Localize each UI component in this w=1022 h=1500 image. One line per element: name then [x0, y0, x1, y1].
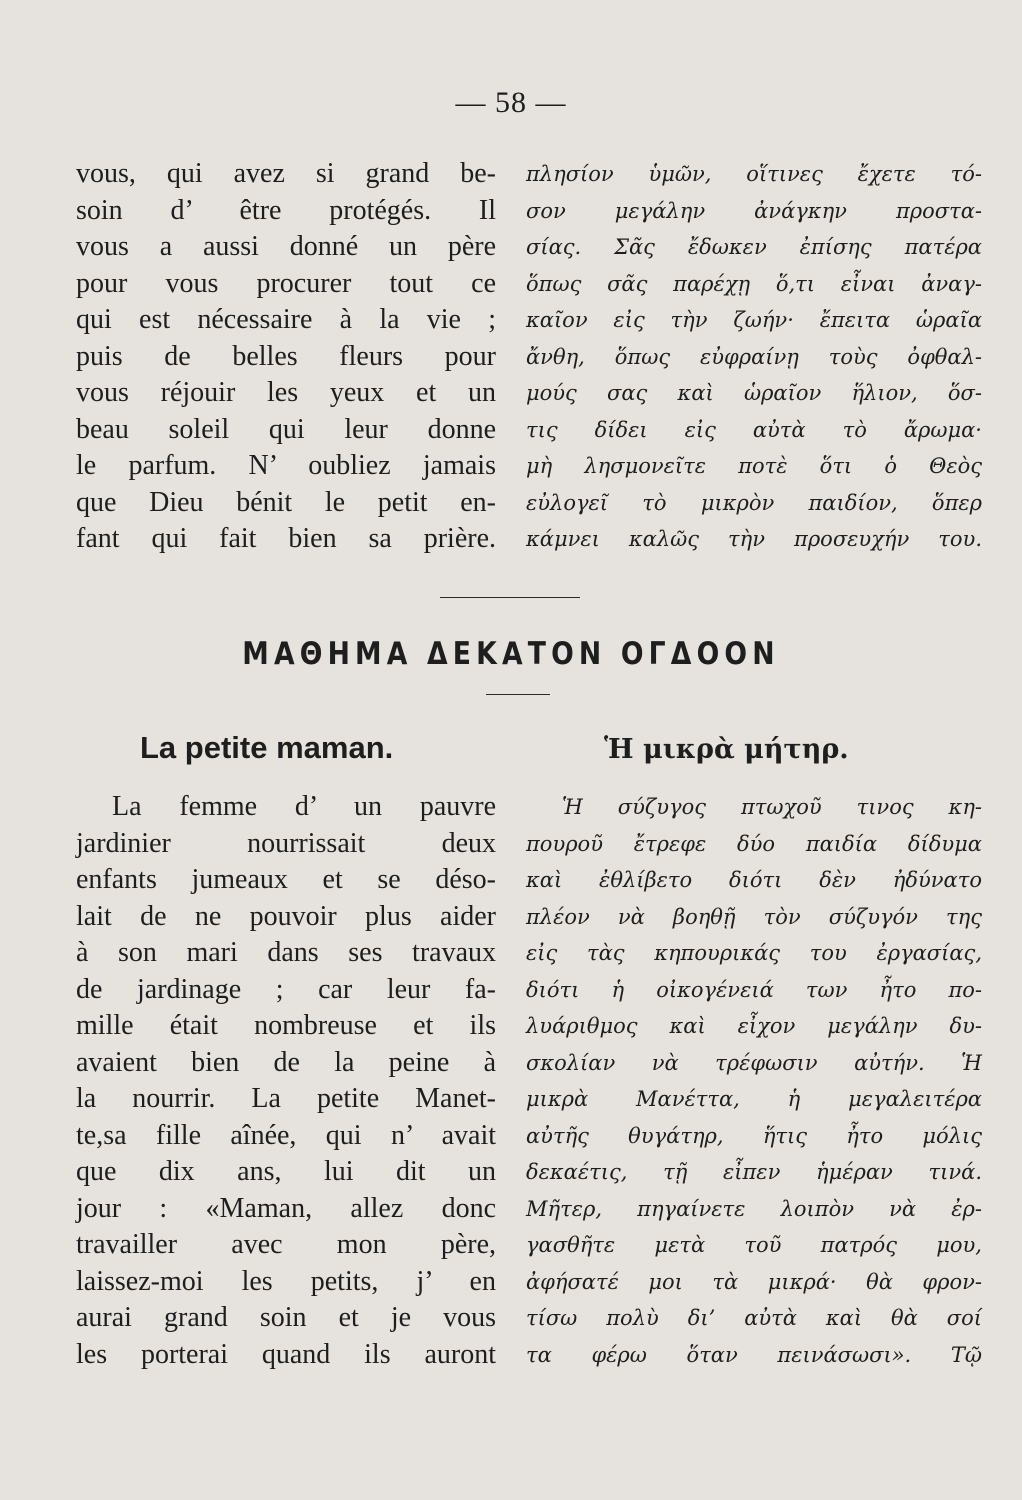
greek-title: Ἡ μικρὰ μήτηρ. [604, 734, 849, 765]
section-divider [440, 597, 580, 598]
text-line: μικρὰ Μανέττα, ἡ μεγαλειτέρα [526, 1087, 982, 1111]
text-line: le parfum. N’ oubliez jamais [76, 450, 496, 481]
text-line: πλέον νὰ βοηθῇ τὸν σύζυγόν της [526, 904, 982, 929]
text-line: mille était nombreuse et ils [76, 1010, 496, 1041]
text-line: soin d’ être protégés. Il [76, 194, 496, 226]
text-line: vous, qui avez si grand be- [76, 158, 496, 189]
text-line: καῖον εἰς τὴν ζωήν· ἔπειτα ὡραῖα [526, 308, 982, 332]
text-line: à son mari dans ses travaux [76, 937, 496, 968]
text-line: beau soleil qui leur donne [76, 413, 496, 445]
text-line: τις δίδει εἰς αὐτὰ τὸ ἄρωμα· [526, 417, 982, 442]
text-line: εἰς τὰς κηπουρικάς του ἐργασίας, [526, 941, 982, 965]
text-line: aurai grand soin et je vous [76, 1302, 496, 1333]
text-line: ἄνθη, ὅπως εὐφραίνῃ τοὺς ὀφθαλ- [526, 344, 982, 369]
text-line: σκολίαν νὰ τρέφωσιν αὐτήν. Ἡ [526, 1050, 982, 1075]
text-line: vous réjouir les yeux et un [76, 377, 496, 408]
french-title: La petite maman. [140, 730, 394, 765]
text-line: enfants jumeaux et se déso- [76, 864, 496, 895]
text-line: δεκαέτις, τῇ εἶπεν ἡμέραν τινά. [526, 1160, 982, 1184]
text-line: la nourrir. La petite Manet- [76, 1083, 496, 1114]
text-line: λυάριθμος καὶ εἶχον μεγάλην δυ- [526, 1014, 982, 1038]
text-line: εὐλογεῖ τὸ μικρὸν παιδίον, ὅπερ [526, 490, 982, 515]
text-line: jardinier nourrissait deux [76, 827, 496, 859]
text-line: les porterai quand ils auront [76, 1338, 496, 1370]
text-line: σον μεγάλην ἀνάγκην προστα- [526, 198, 982, 223]
text-line: ὅπως σᾶς παρέχῃ ὅ,τι εἶναι ἀναγ- [526, 271, 982, 296]
lesson-heading: ΜΑΘΗΜΑ ΔΕΚΑΤΟΝ ΟΓΔΟΟΝ [242, 636, 780, 672]
text-line: ἀφήσατέ μοι τὰ μικρά· θὰ φρον- [526, 1269, 982, 1294]
text-line: qui est nécessaire à la vie ; [76, 304, 496, 335]
text-line: laissez-moi les petits, j’ en [76, 1265, 496, 1297]
text-line: Ἡ σύζυγος πτωχοῦ τινος κη- [562, 795, 982, 819]
text-line: que dix ans, lui dit un [76, 1156, 496, 1187]
text-line: La femme d’ un pauvre [112, 791, 496, 822]
text-line: σίας. Σᾶς ἔδωκεν ἐπίσης πατέρα [526, 235, 982, 259]
page-number: — 58 — [455, 86, 567, 119]
text-line: jour : «Maman, allez donc [76, 1192, 496, 1224]
lower-french-column [76, 789, 496, 1373]
text-line: γασθῆτε μετὰ τοῦ πατρός μου, [526, 1233, 982, 1257]
text-line: καὶ ἐθλίβετο διότι δὲν ἠδύνατο [526, 868, 982, 892]
text-line: te,sa fille aînée, qui n’ avait [76, 1119, 496, 1151]
lower-greek-column [526, 789, 982, 1373]
text-line: avaient bien de la peine à [76, 1046, 496, 1078]
text-line: τα φέρω ὅταν πεινάσωσι». Τῷ [526, 1342, 982, 1367]
heading-divider [486, 694, 550, 695]
text-line: κάμνει καλῶς τὴν προσευχήν του. [526, 527, 982, 551]
text-line: lait de ne pouvoir plus aider [76, 900, 496, 932]
text-line: de jardinage ; car leur fa- [76, 973, 496, 1005]
text-line: πουροῦ ἔτρεφε δύο παιδία δίδυμα [526, 831, 982, 856]
text-line: τίσω πολὺ δι’ αὐτὰ καὶ θὰ σοί [526, 1306, 982, 1330]
text-line: Μῆτερ, πηγαίνετε λοιπὸν νὰ ἐρ- [526, 1196, 982, 1221]
text-line: fant qui fait bien sa prière. [76, 523, 496, 554]
text-line: puis de belles fleurs pour [76, 340, 496, 372]
text-line: pour vous procurer tout ce [76, 267, 496, 299]
text-line: πλησίον ὑμῶν, οἵτινες ἔχετε τό- [526, 162, 982, 186]
text-line: αὐτῆς θυγάτηρ, ἥτις ἦτο μόλις [526, 1123, 982, 1148]
text-line: vous a aussi donné un père [76, 231, 496, 262]
text-line: travailler avec mon père, [76, 1229, 496, 1260]
upper-french-column [76, 156, 496, 558]
text-line: μὴ λησμονεῖτε ποτὲ ὅτι ὁ Θεὸς [526, 454, 982, 478]
upper-greek-column [526, 156, 982, 558]
text-line: διότι ἡ οἰκογένειά των ἦτο πο- [526, 977, 982, 1002]
text-line: que Dieu bénit le petit en- [76, 486, 496, 518]
text-line: μούς σας καὶ ὡραῖον ἥλιον, ὅσ- [526, 381, 982, 405]
